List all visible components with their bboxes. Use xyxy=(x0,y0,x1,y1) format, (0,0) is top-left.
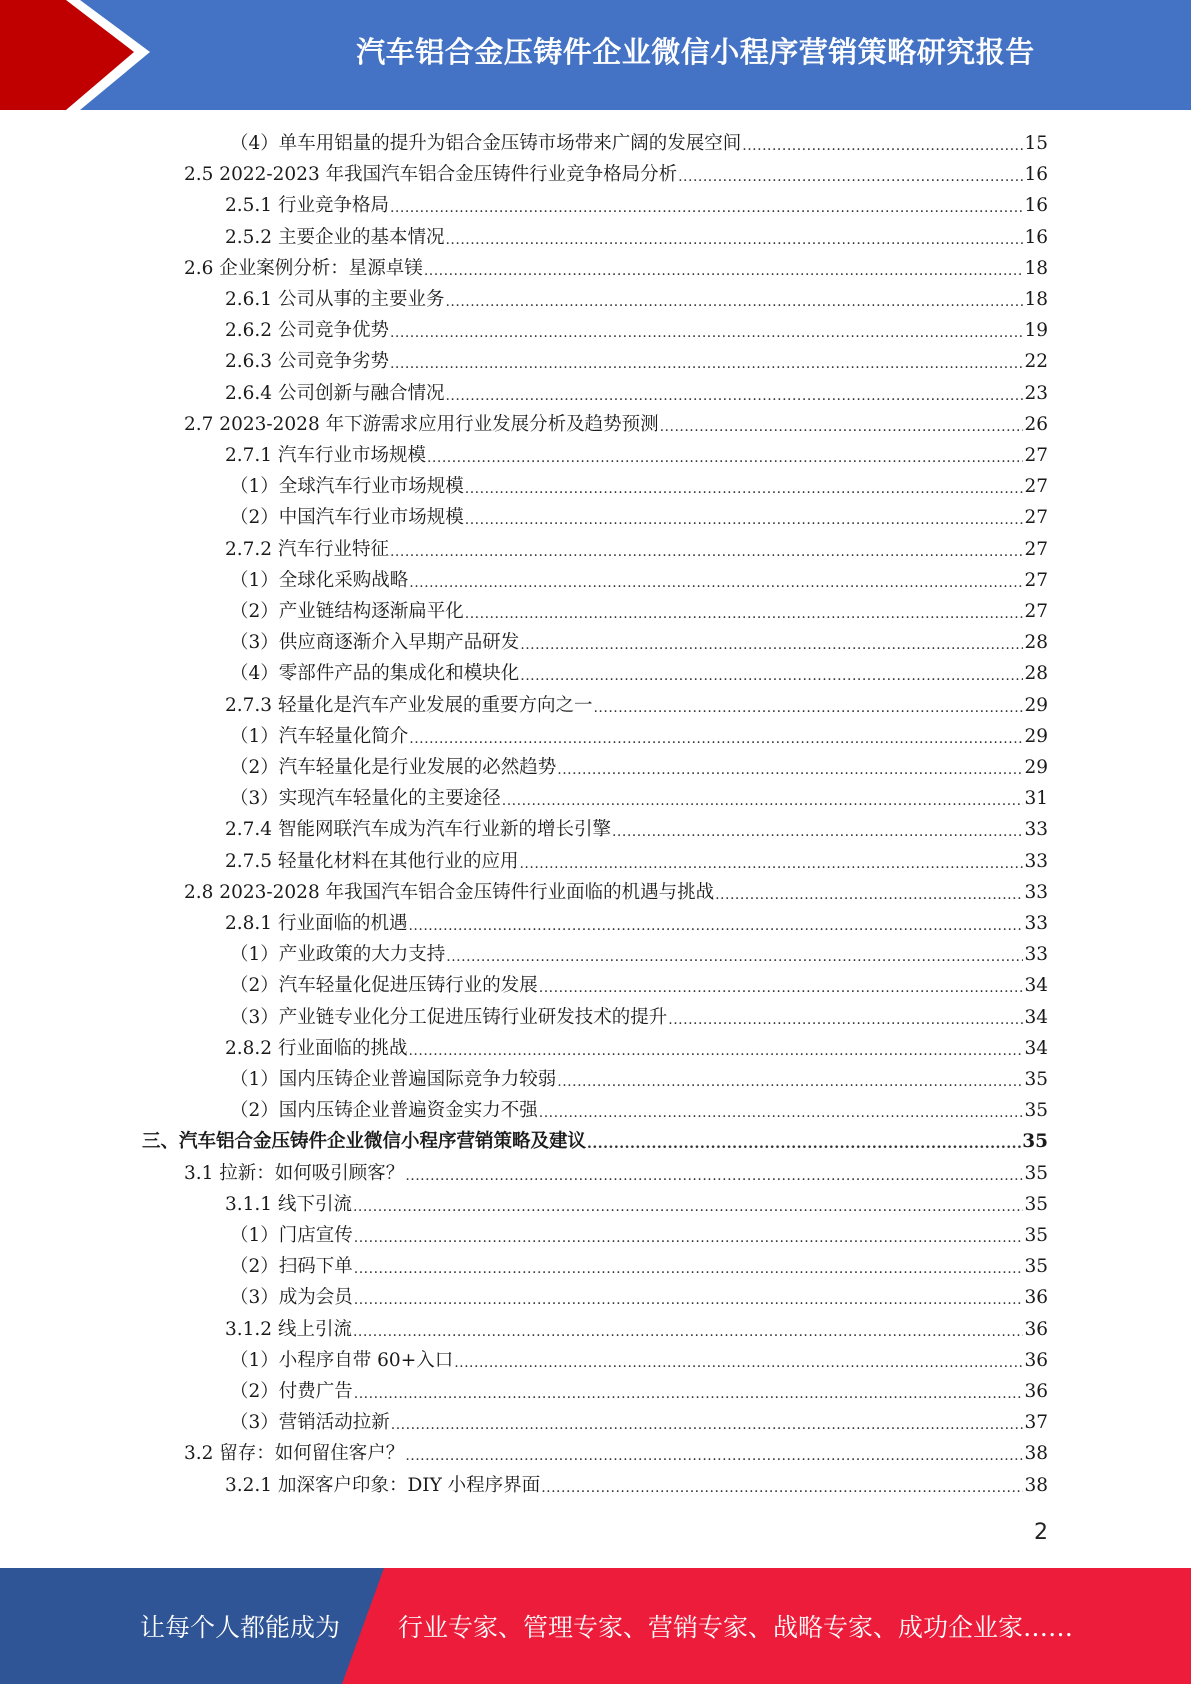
toc-entry-title: （2）汽车轻量化是行业发展的必然趋势 xyxy=(230,757,557,778)
toc-entry-page: 38 xyxy=(1024,1474,1048,1496)
toc-entry-title: 2.5 2022-2023 年我国汽车铝合金压铸件行业竞争格局分析 xyxy=(184,164,678,186)
toc-entry-title: （3）产业链专业化分工促进压铸行业研发技术的提升 xyxy=(230,1006,668,1028)
toc-entry[interactable] xyxy=(184,409,1048,437)
toc-entry-page: 23 xyxy=(1024,382,1048,404)
toc-entry-title: （3）供应商逐渐介入早期产品研发 xyxy=(230,632,520,654)
toc-entry-page: 22 xyxy=(1024,351,1048,373)
toc-entry-page: 27 xyxy=(1024,569,1048,591)
toc-dot-leader xyxy=(354,1290,1024,1310)
toc-dot-leader xyxy=(408,1041,1023,1061)
toc-dot-leader xyxy=(405,1166,1023,1186)
toc-entry[interactable] xyxy=(225,222,1048,250)
toc-entry[interactable] xyxy=(230,1064,1048,1092)
toc-entry-title: 2.7.4 智能网联汽车成为汽车行业新的增长引擎 xyxy=(225,819,611,841)
toc-entry[interactable] xyxy=(230,502,1048,530)
toc-entry-title: （4）单车用铝量的提升为铝合金压铸市场带来广阔的发展空间 xyxy=(230,133,742,154)
toc-entry-page: 16 xyxy=(1024,164,1048,186)
toc-entry[interactable] xyxy=(225,284,1048,312)
toc-entry-page: 36 xyxy=(1024,1349,1048,1371)
toc-entry-page: 33 xyxy=(1024,881,1048,903)
toc-entry[interactable] xyxy=(184,1158,1048,1186)
toc-entry-page: 15 xyxy=(1024,133,1048,154)
toc-dot-leader xyxy=(539,978,1024,998)
toc-entry-page: 28 xyxy=(1024,632,1048,654)
toc-entry-page: 29 xyxy=(1024,694,1048,716)
toc-dot-leader xyxy=(405,1446,1023,1466)
toc-dot-leader xyxy=(353,1322,1024,1342)
toc-dot-leader xyxy=(539,1103,1024,1123)
toc-dot-leader xyxy=(390,198,1023,218)
toc-entry-title: （2）国内压铸企业普遍资金实力不强 xyxy=(230,1100,538,1122)
toc-entry-page: 35 xyxy=(1024,1069,1048,1090)
toc-entry-title: 3.1.2 线上引流 xyxy=(225,1318,352,1340)
toc-entry-title: （1）全球汽车行业市场规模 xyxy=(230,476,464,498)
toc-entry-page: 26 xyxy=(1024,413,1048,435)
toc-dot-leader xyxy=(409,729,1023,749)
toc-entry-title: 2.6.3 公司竞争劣势 xyxy=(225,351,389,373)
toc-entry-title: 2.6.2 公司竞争优势 xyxy=(225,320,389,342)
toc-dot-leader xyxy=(454,1353,1023,1373)
toc-entry-title: （2）产业链结构逐渐扁平化 xyxy=(230,601,464,622)
toc-entry-page: 28 xyxy=(1024,663,1048,685)
toc-entry-title: 三、汽车铝合金压铸件企业微信小程序营销策略及建议 xyxy=(142,1131,587,1153)
toc-entry-title: 3.2 留存：如何留住客户？ xyxy=(184,1443,405,1465)
toc-dot-leader xyxy=(668,1010,1023,1030)
report-title: 汽车铝合金压铸件企业微信小程序营销策略研究报告 xyxy=(356,34,1035,69)
toc-entry[interactable] xyxy=(230,1282,1048,1310)
toc-dot-leader xyxy=(557,760,1023,780)
toc-entry-title: （2）付费广告 xyxy=(230,1381,353,1402)
toc-dot-leader xyxy=(612,822,1023,842)
toc-entry-page: 36 xyxy=(1024,1318,1048,1340)
toc-entry-page: 34 xyxy=(1024,1037,1048,1059)
toc-entry-title: 2.8.1 行业面临的机遇 xyxy=(225,913,408,934)
toc-entry-title: （2）汽车轻量化促进压铸行业的发展 xyxy=(230,975,538,997)
toc-entry-page: 35 xyxy=(1024,1162,1048,1184)
toc-entry[interactable] xyxy=(230,721,1048,749)
toc-entry[interactable] xyxy=(230,627,1048,655)
toc-entry-title: 2.7.2 汽车行业特征 xyxy=(225,538,389,560)
toc-dot-leader xyxy=(390,323,1023,343)
toc-entry[interactable] xyxy=(184,1438,1048,1466)
toc-dot-leader xyxy=(587,1134,1021,1154)
toc-entry-page: 29 xyxy=(1024,725,1048,747)
toc-entry-title: 2.7 2023-2028 年下游需求应用行业发展分析及趋势预测 xyxy=(184,413,659,435)
toc-dot-leader xyxy=(408,916,1023,936)
toc-entry[interactable] xyxy=(230,1376,1048,1404)
toc-entry[interactable] xyxy=(230,1345,1048,1373)
toc-dot-leader xyxy=(445,230,1023,250)
toc-entry-page: 18 xyxy=(1024,257,1048,279)
toc-entry-title: 3.1.1 线下引流 xyxy=(225,1193,352,1215)
toc-entry-title: （2）扫码下单 xyxy=(230,1256,353,1278)
toc-dot-leader xyxy=(354,1259,1024,1279)
toc-entry-page: 29 xyxy=(1024,757,1048,778)
toc-entry[interactable] xyxy=(230,939,1048,967)
toc-entry-page: 27 xyxy=(1024,601,1048,622)
toc-entry-title: （3）营销活动拉新 xyxy=(230,1412,390,1434)
toc-dot-leader xyxy=(742,136,1023,156)
toc-entry[interactable] xyxy=(225,690,1048,718)
toc-entry-title: 3.1 拉新：如何吸引顾客？ xyxy=(184,1162,405,1184)
toc-entry[interactable] xyxy=(230,1407,1048,1435)
toc-dot-leader xyxy=(519,854,1023,874)
toc-dot-leader xyxy=(715,885,1023,905)
toc-dot-leader xyxy=(465,479,1024,499)
toc-dot-leader xyxy=(446,947,1023,967)
toc-entry[interactable] xyxy=(230,565,1048,593)
toc-dot-leader xyxy=(502,791,1024,811)
toc-entry-title: 2.5.1 行业竞争格局 xyxy=(225,195,389,217)
toc-entry[interactable] xyxy=(225,1470,1048,1498)
toc-entry-title: 2.7.5 轻量化材料在其他行业的应用 xyxy=(225,850,519,872)
toc-entry-page: 33 xyxy=(1024,819,1048,841)
toc-entry-page: 27 xyxy=(1024,476,1048,498)
toc-entry-page: 36 xyxy=(1024,1381,1048,1402)
toc-entry[interactable] xyxy=(230,783,1048,811)
toc-entry-page: 35 xyxy=(1024,1193,1048,1215)
toc-dot-leader xyxy=(678,167,1023,187)
toc-entry[interactable] xyxy=(184,253,1048,281)
toc-entry-title: （2）中国汽车行业市场规模 xyxy=(230,507,464,529)
toc-entry[interactable] xyxy=(230,970,1048,998)
toc-entry[interactable] xyxy=(184,159,1048,187)
toc-entry-page: 27 xyxy=(1024,507,1048,529)
toc-entry[interactable] xyxy=(225,846,1048,874)
toc-entry-page: 16 xyxy=(1024,226,1048,248)
toc-entry-page: 34 xyxy=(1024,1006,1048,1028)
toc-entry-page: 31 xyxy=(1024,788,1048,810)
page-number: 2 xyxy=(1034,1520,1048,1545)
toc-entry[interactable] xyxy=(225,378,1048,406)
toc-dot-leader xyxy=(520,635,1023,655)
toc-entry[interactable] xyxy=(225,814,1048,842)
toc-dot-leader xyxy=(424,261,1024,281)
toc-entry-title: （3）实现汽车轻量化的主要途径 xyxy=(230,788,501,810)
toc-entry[interactable] xyxy=(225,1033,1048,1061)
toc-dot-leader xyxy=(445,292,1023,312)
toc-dot-leader xyxy=(445,386,1023,406)
toc-entry[interactable] xyxy=(230,128,1048,156)
toc-dot-leader xyxy=(354,1384,1024,1404)
toc-entry-title: （1）门店宣传 xyxy=(230,1225,353,1246)
toc-entry[interactable] xyxy=(230,1220,1048,1248)
toc-entry-title: （3）成为会员 xyxy=(230,1287,353,1309)
toc-entry-page: 35 xyxy=(1024,1256,1048,1278)
toc-dot-leader xyxy=(390,542,1023,562)
toc-entry[interactable] xyxy=(225,315,1048,343)
toc-entry[interactable] xyxy=(225,346,1048,374)
toc-entry-page: 35 xyxy=(1024,1100,1048,1122)
toc-entry[interactable] xyxy=(230,1251,1048,1279)
toc-entry[interactable] xyxy=(230,1095,1048,1123)
toc-entry[interactable] xyxy=(225,190,1048,218)
toc-dot-leader xyxy=(520,666,1023,686)
toc-entry[interactable] xyxy=(184,877,1048,905)
toc-dot-leader xyxy=(354,1228,1024,1248)
toc-entry-title: （4）零部件产品的集成化和模块化 xyxy=(230,663,520,685)
toc-entry-title: 2.7.1 汽车行业市场规模 xyxy=(225,445,426,466)
page-footer xyxy=(0,1568,1191,1684)
toc-entry-page: 16 xyxy=(1024,195,1048,217)
toc-entry-page: 33 xyxy=(1024,944,1048,966)
toc-entry-title: 2.5.2 主要企业的基本情况 xyxy=(225,226,445,248)
toc-entry[interactable] xyxy=(225,440,1048,468)
toc-entry-page: 33 xyxy=(1024,913,1048,934)
toc-entry-page: 34 xyxy=(1024,975,1048,997)
toc-dot-leader xyxy=(660,417,1024,437)
toc-entry-page: 36 xyxy=(1024,1287,1048,1309)
toc-dot-leader xyxy=(353,1197,1024,1217)
toc-entry-title: 2.6.4 公司创新与融合情况 xyxy=(225,382,445,404)
toc-entry-page: 35 xyxy=(1022,1131,1048,1153)
toc-dot-leader xyxy=(465,604,1024,624)
toc-dot-leader xyxy=(390,354,1023,374)
toc-entry[interactable] xyxy=(230,658,1048,686)
toc-entry-page: 18 xyxy=(1024,289,1048,310)
toc-entry-title: （1）小程序自带 60+入口 xyxy=(230,1349,454,1371)
toc-entry-title: 2.8.2 行业面临的挑战 xyxy=(225,1037,408,1059)
toc-entry-page: 19 xyxy=(1024,320,1048,342)
toc-entry-title: 3.2.1 加深客户印象：DIY 小程序界面 xyxy=(225,1474,541,1496)
toc-entry[interactable] xyxy=(142,1126,1048,1154)
toc-entry-title: 2.8 2023-2028 年我国汽车铝合金压铸件行业面临的机遇与挑战 xyxy=(184,881,715,903)
toc-entry-page: 35 xyxy=(1024,1225,1048,1246)
footer-right-slogan: 行业专家、管理专家、营销专家、战略专家、成功企业家…… xyxy=(398,1613,1074,1642)
footer-left-slogan: 让每个人都能成为 xyxy=(140,1613,341,1642)
toc-entry[interactable] xyxy=(230,471,1048,499)
toc-entry[interactable] xyxy=(230,752,1048,780)
toc-entry-title: （1）产业政策的大力支持 xyxy=(230,944,446,966)
toc-dot-leader xyxy=(427,448,1023,468)
toc-entry[interactable] xyxy=(230,1002,1048,1030)
toc-entry-page: 27 xyxy=(1024,445,1048,466)
toc-dot-leader xyxy=(391,1415,1024,1435)
toc-entry-page: 33 xyxy=(1024,850,1048,872)
toc-dot-leader xyxy=(465,510,1024,530)
toc-entry-title: （1）全球化采购战略 xyxy=(230,569,409,591)
toc-entry[interactable] xyxy=(225,1314,1048,1342)
toc-entry-page: 38 xyxy=(1024,1443,1048,1465)
toc-entry-title: （1）国内压铸企业普遍国际竞争力较弱 xyxy=(230,1069,557,1090)
toc-entry[interactable] xyxy=(225,534,1048,562)
chevron-arrow-icon xyxy=(0,0,160,110)
toc-entry[interactable] xyxy=(225,1189,1048,1217)
toc-dot-leader xyxy=(593,698,1023,718)
toc-entry-title: 2.6 企业案例分析：星源卓镁 xyxy=(184,257,423,279)
toc-dot-leader xyxy=(541,1478,1023,1498)
toc-dot-leader xyxy=(409,573,1023,593)
toc-entry-title: 2.7.3 轻量化是汽车产业发展的重要方向之一 xyxy=(225,694,593,716)
toc-entry-title: （1）汽车轻量化简介 xyxy=(230,725,409,747)
toc-entry-page: 37 xyxy=(1024,1412,1048,1434)
toc-entry-page: 27 xyxy=(1024,538,1048,560)
toc-entry-title: 2.6.1 公司从事的主要业务 xyxy=(225,289,445,310)
toc-entry[interactable] xyxy=(230,596,1048,624)
toc-dot-leader xyxy=(557,1072,1023,1092)
page-header xyxy=(0,0,1191,110)
toc-entry[interactable] xyxy=(225,908,1048,936)
